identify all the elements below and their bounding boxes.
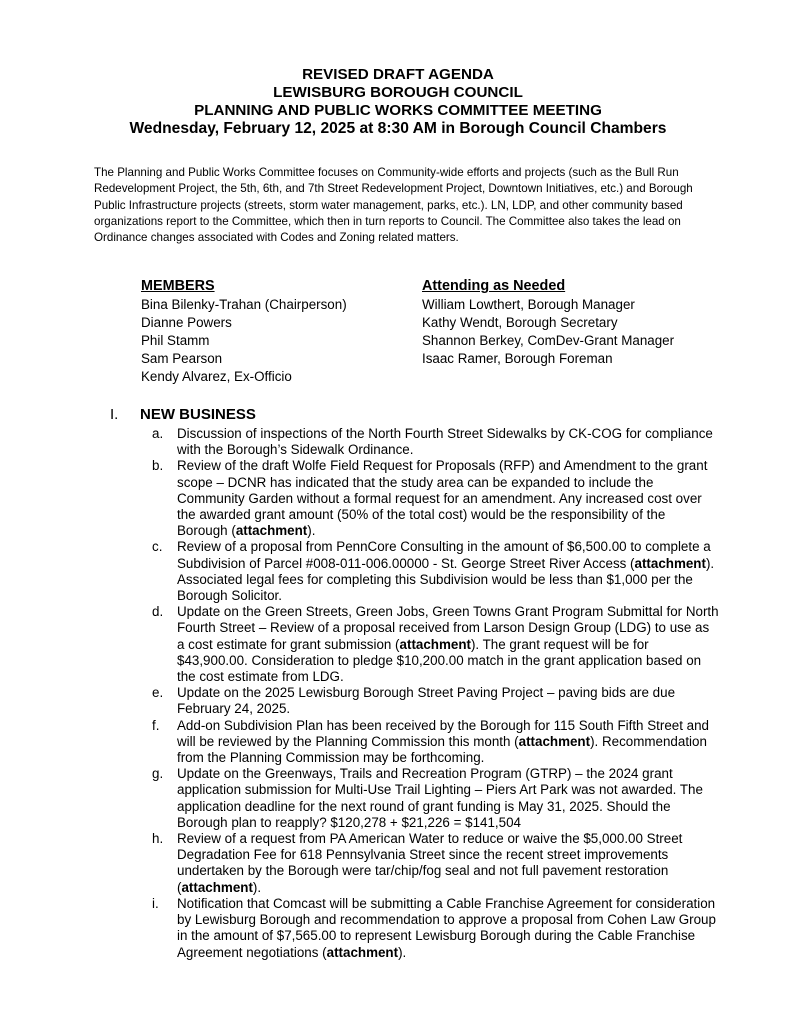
- member-name: Phil Stamm: [141, 332, 210, 348]
- attendee-name: Kathy Wendt, Borough Secretary: [422, 314, 618, 330]
- item-text-end: ). Associated legal fees for completing this Subdivision would be less than $1,000 per the Borough Solicitor.: [177, 555, 715, 604]
- item-letter: i.: [152, 895, 159, 911]
- item-text: Add-on Subdivision Plan has been received by the Borough for 115 South Fifth Street and will be reviewed by the Planning Commission this month (: [177, 717, 710, 749]
- agenda-item-h: [110, 831, 719, 896]
- attachment-label: attachment: [326, 944, 399, 960]
- member-name: Kendy Alvarez, Ex-Officio: [141, 369, 292, 385]
- attachment-label: attachment: [518, 733, 591, 749]
- agenda-header: [0, 66, 796, 138]
- section-title: NEW BUSINESS: [140, 406, 256, 423]
- item-text: Review of a request from PA American Water to reduce or waive the $5,000.00 Street Degradation Fee for 618 Pennsylvania Street since the recent street improvements undertaken by the Borough were tar/chip/fog seal and not full pavement restoration (: [177, 831, 683, 895]
- item-text-end: ).: [307, 523, 316, 539]
- agenda-items: [110, 426, 730, 961]
- agenda-item-b: [110, 458, 719, 539]
- section-number: I.: [110, 406, 119, 423]
- intro-paragraph: The Planning and Public Works Committee focuses on Community-wide efforts and projects (such as the Bull Run Redevelopment Project, the 5th, 6th, and 7th Street Redevelopment Project, Downtown Initiatives, etc.) and Borough Public Infrastructure projects (streets, storm water management, parks, etc.). LN, LDP, and other community based organizations report to the Committee, which then in turn reports to Council. The Committee also takes the lead on Ordinance changes associated with Codes and Zoning related matters.: [94, 166, 693, 245]
- item-text: Review of the draft Wolfe Field Request for Proposals (RFP) and Amendment to the grant scope – DCNR has indicated that the study area can be expanded to include the Community Garden without a formal request for an amendment. Any increased cost over the awarded grant amount (50% of the total cost) would be the responsibility of the Borough (: [177, 458, 708, 539]
- attendee-name: Isaac Ramer, Borough Foreman: [422, 351, 613, 367]
- attachment-label: attachment: [399, 636, 471, 652]
- attachment-label: attachment: [181, 879, 253, 895]
- item-text: Update on the Green Streets, Green Jobs, Green Towns Grant Program Submittal for North Fourth Street – Review of a proposal received from Larson Design Group (LDG) to use as a cost estimate for grant submission (: [177, 604, 719, 652]
- header-council: LEWISBURG BOROUGH COUNCIL: [273, 84, 523, 101]
- item-text: Update on the Greenways, Trails and Recreation Program (GTRP) – the 2024 grant application submission for Multi-Use Trail Lighting – Piers Art Park was not awarded. The application deadline for the next round of grant funding is May 31, 2025. Should the Borough plan to reapply? $120,278 + $21,226 = $141,504: [177, 766, 703, 830]
- item-letter: f.: [152, 717, 160, 733]
- attending-column: [422, 277, 674, 368]
- item-letter: e.: [152, 685, 164, 701]
- members-heading: MEMBERS: [141, 278, 215, 294]
- item-letter: g.: [152, 766, 164, 782]
- agenda-item-i: [110, 896, 719, 961]
- header-title: REVISED DRAFT AGENDA: [302, 66, 494, 83]
- header-date: Wednesday, February 12, 2025 at 8:30 AM in Borough Council Chambers: [129, 120, 667, 137]
- item-text-end: ).: [398, 944, 407, 960]
- agenda-item-d: [110, 604, 719, 685]
- member-name: Bina Bilenky-Trahan (Chairperson): [141, 296, 347, 312]
- attachment-label: attachment: [235, 523, 308, 539]
- agenda-item-a: [110, 426, 719, 458]
- item-text: Discussion of inspections of the North Fourth Street Sidewalks by CK-COG for compliance with the Borough’s Sidewalk Ordinance.: [177, 426, 713, 458]
- item-text-end: ).: [252, 879, 262, 895]
- agenda-item-c: [110, 539, 719, 604]
- item-text-end: ). Recommendation from the Planning Commission may be forthcoming.: [177, 733, 707, 766]
- item-letter: a.: [152, 426, 164, 441]
- item-text: Notification that Comcast will be submitting a Cable Franchise Agreement for consideration by Lewisburg Borough and recommendation to approve a proposal from Cohen Law Group in the amount of $7,565.00 to represent Lewisburg Borough during the Cable Franchise Agreement negotiations (: [177, 895, 716, 960]
- item-letter: h.: [152, 831, 164, 847]
- agenda-item-e: [110, 685, 719, 717]
- attending-heading: Attending as Needed: [422, 278, 566, 294]
- item-text-end: ). The grant request will be for $43,900.00. Consideration to pledge $10,200.00 match in the grant application based on the cost estimate from LDG.: [177, 636, 702, 685]
- attendee-name: Shannon Berkey, ComDev-Grant Manager: [422, 332, 675, 348]
- item-text: Update on the 2025 Lewisburg Borough Street Paving Project – paving bids are due February 24, 2025.: [177, 685, 676, 717]
- attendee-name: William Lowthert, Borough Manager: [422, 296, 635, 312]
- member-name: Sam Pearson: [141, 351, 223, 367]
- agenda-item-f: [110, 718, 719, 767]
- agenda-item-g: [110, 766, 719, 831]
- attachment-label: attachment: [634, 555, 706, 571]
- members-column: [141, 277, 347, 387]
- header-meeting: PLANNING AND PUBLIC WORKS COMMITTEE MEETING: [194, 102, 602, 119]
- member-name: Dianne Powers: [141, 314, 232, 330]
- item-text: Review of a proposal from PennCore Consulting in the amount of $6,500.00 to complete a Subdivision of Parcel #008-011-006.00000 - St. George Street River Access (: [177, 539, 711, 571]
- item-letter: d.: [152, 604, 164, 620]
- item-letter: c.: [152, 539, 163, 555]
- item-letter: b.: [152, 458, 164, 474]
